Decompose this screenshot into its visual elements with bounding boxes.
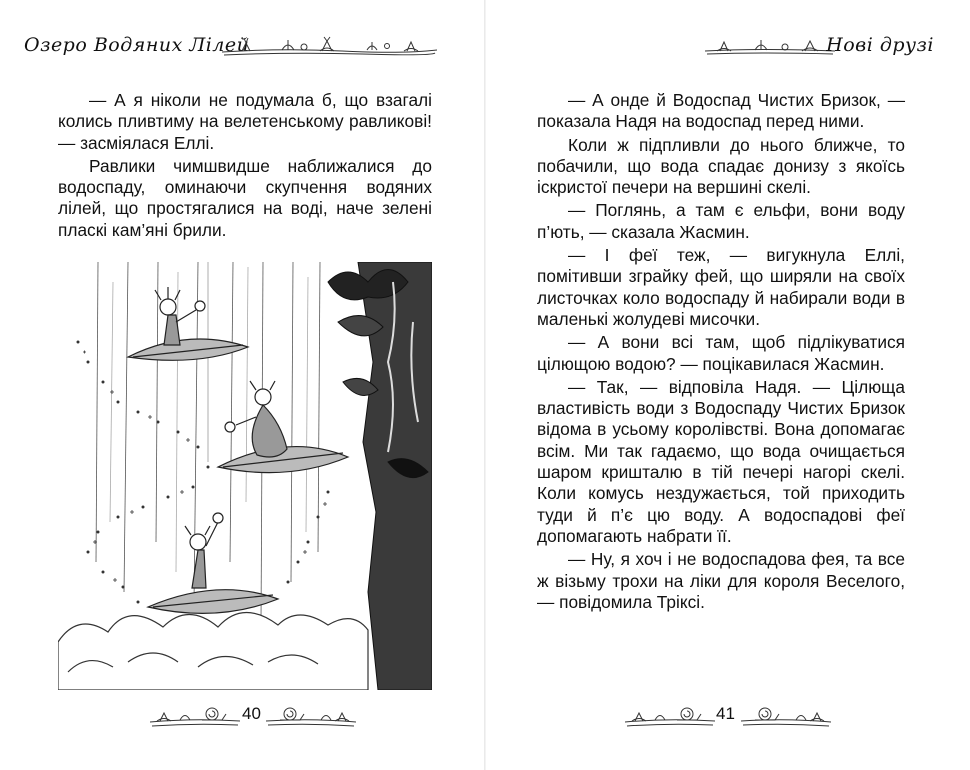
paragraph: — А онде й Водоспад Чистих Бризок, — показала Надя на водоспад перед ними.	[537, 90, 905, 132]
left-running-head: Озеро Водяних Лілей	[24, 34, 250, 56]
fairies-on-leaves-waterfall-illustration	[58, 262, 432, 690]
right-running-head: Нові друзі	[826, 34, 934, 56]
water-lily-ornament-icon	[222, 34, 437, 56]
snail-lily-ornament-icon	[150, 700, 240, 730]
paragraph: — І феї теж, — вигукнула Еллі, помітивши зграйку фей, що ширяли на своїх листочках коло водоспаду й набирали води в маленькі жолудеві мисочки.	[537, 245, 905, 329]
snail-lily-ornament-icon	[266, 700, 356, 730]
snail-lily-ornament-icon	[625, 700, 715, 730]
paragraph: Равлики чимшвидше наближалися до водоспаду, оминаючи скупчення водяних лілей, що простягалися на воді, наче зелені пласкі кам’яні брили.	[58, 155, 432, 240]
page-number: 40	[242, 704, 261, 723]
paragraph: — А я ніколи не подумала б, що взагалі колись пливтиму на велетенському равликові! — засміялася Еллі.	[58, 90, 432, 153]
paragraph: — Поглянь, а там є ельфи, вони воду п’ють, — сказала Жасмин.	[537, 200, 905, 242]
paragraph: Коли ж підпливли до нього ближче, то побачили, що вода спадає донизу з якоїсь іскристої печери на вершині скелі.	[537, 134, 905, 198]
water-lily-ornament-icon	[705, 34, 835, 56]
paragraph: — Ну, я хоч і не водоспадова фея, та все ж візьму трохи на ліки для короля Веселого, — повідомила Тріксі.	[537, 549, 905, 612]
right-page	[485, 0, 970, 770]
paragraph: — Так, — відповіла Надя. — Цілюща властивість води з Водоспаду Чистих Бризок відома в усьому королівстві. Вона допомагає всім. Ми так гадаємо, що вода очищається шаром кришталю в тій печері нагорі скелі. Коли комусь нездужається, той приходить туди й п’є цю воду. А водоспадові феї допомагають набрати її.	[537, 376, 905, 546]
right-text-column	[537, 90, 905, 613]
paragraph: — А вони всі там, щоб підлікуватися цілющою водою? — поцікавилася Жасмин.	[537, 332, 905, 374]
left-text-column	[58, 90, 432, 241]
page-number: 41	[716, 704, 735, 723]
snail-lily-ornament-icon	[741, 700, 831, 730]
